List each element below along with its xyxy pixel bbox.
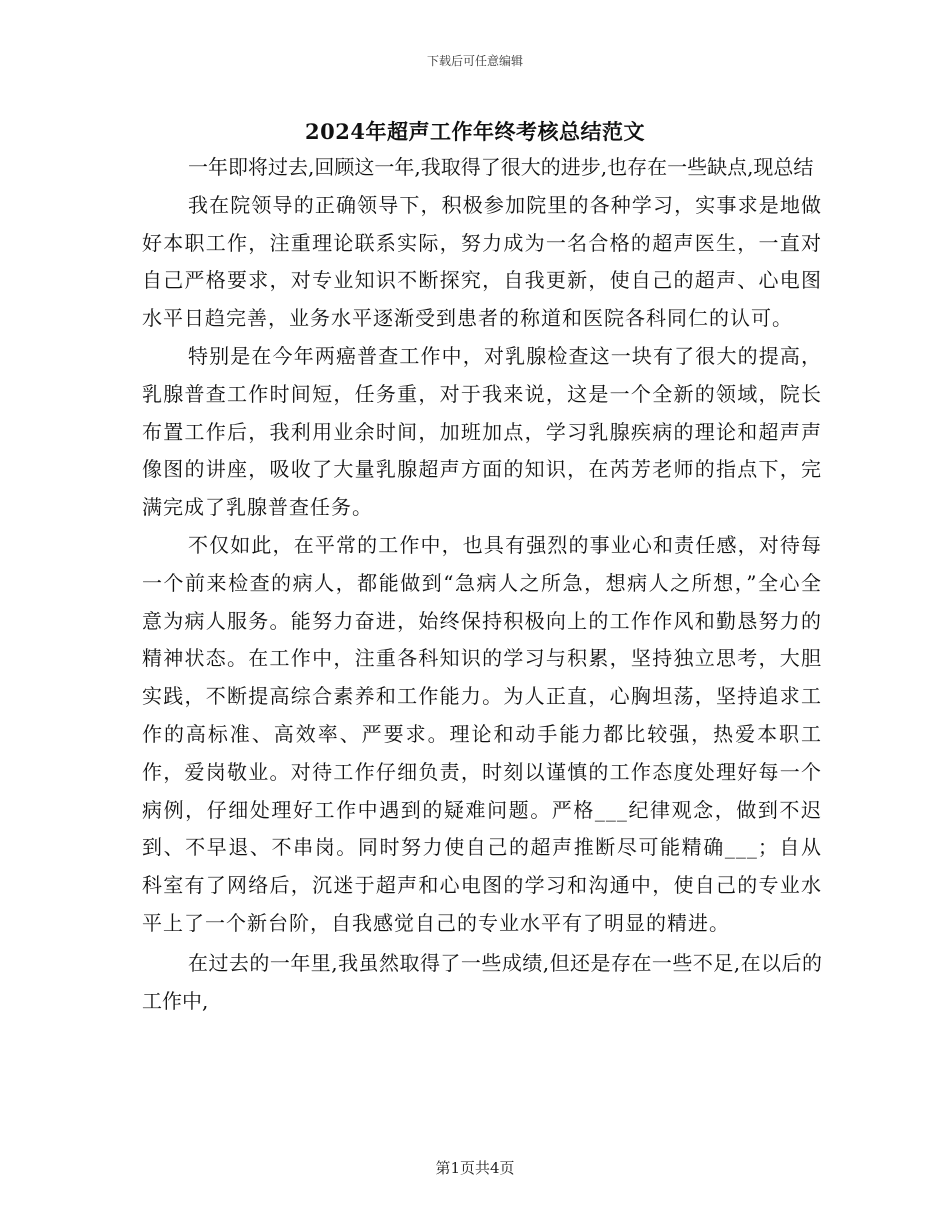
page-header-note: 下载后可任意编辑 xyxy=(426,54,523,68)
paragraph-breast-screening: 特别是在今年两癌普查工作中，对乳腺检查这一块有了很大的提高，乳腺普查工作时间短，任务重，对于我来说，这是一个全新的领域，院长布置工作后，我利用业余时间，加班加点，学习乳腺疾病的理论和超声声像图的讲座，吸收了大量乳腺超声方面的知识，在芮芳老师的指点下，完满完成了乳腺普查任务。 xyxy=(142,343,822,520)
paragraph-work-attitude: 我在院领导的正确领导下，积极参加院里的各种学习，实事求是地做好本职工作，注重理论联系实际，努力成为一名合格的超声医生，一直对自己严格要求，对专业知识不断探究，自我更新，使自己的超声、心电图水平日趋完善，业务水平逐渐受到患者的称道和医院各科同仁的认可。 xyxy=(142,192,822,331)
paragraph-intro: 一年即将过去,回顾这一年,我取得了很大的进步,也存在一些缺点,现总结 xyxy=(188,155,814,179)
paragraph-shortcomings: 在过去的一年里,我虽然取得了一些成绩,但还是存在一些不足,在以后的工作中, xyxy=(142,950,822,1013)
paragraph-dedication: 不仅如此，在平常的工作中，也具有强烈的事业心和责任感，对待每一个前来检查的病人，都能做到“急病人之所急，想病人之所想，”全心全意为病人服务。能努力奋进，始终保持积极向上的工作作风和勤恳努力的精神状态。在工作中，注重各科知识的学习与积累，坚持独立思考，大胆实践，不断提高综合素养和工作能力。为人正直，心胸坦荡，坚持追求工作的高标准、高效率、严要求。理论和动手能力都比较强，热爱本职工作，爱岗敬业。对待工作仔细负责，时刻以谨慎的工作态度处理好每一个病例，仔细处理好工作中遇到的疑难问题。严格___纪律观念，做到不迟到、不早退、不串岗。同时努力使自己的超声推断尽可能精确___；自从科室有了网络后，沉迷于超声和心电图的学习和沟通中，使自己的专业水平上了一个新台阶，自我感觉自己的专业水平有了明显的精进。 xyxy=(142,532,822,935)
document-body xyxy=(142,149,822,1020)
document-title: 2024年超声工作年终考核总结范文 xyxy=(305,119,645,144)
page-number: 第1页共4页 xyxy=(435,1159,515,1177)
